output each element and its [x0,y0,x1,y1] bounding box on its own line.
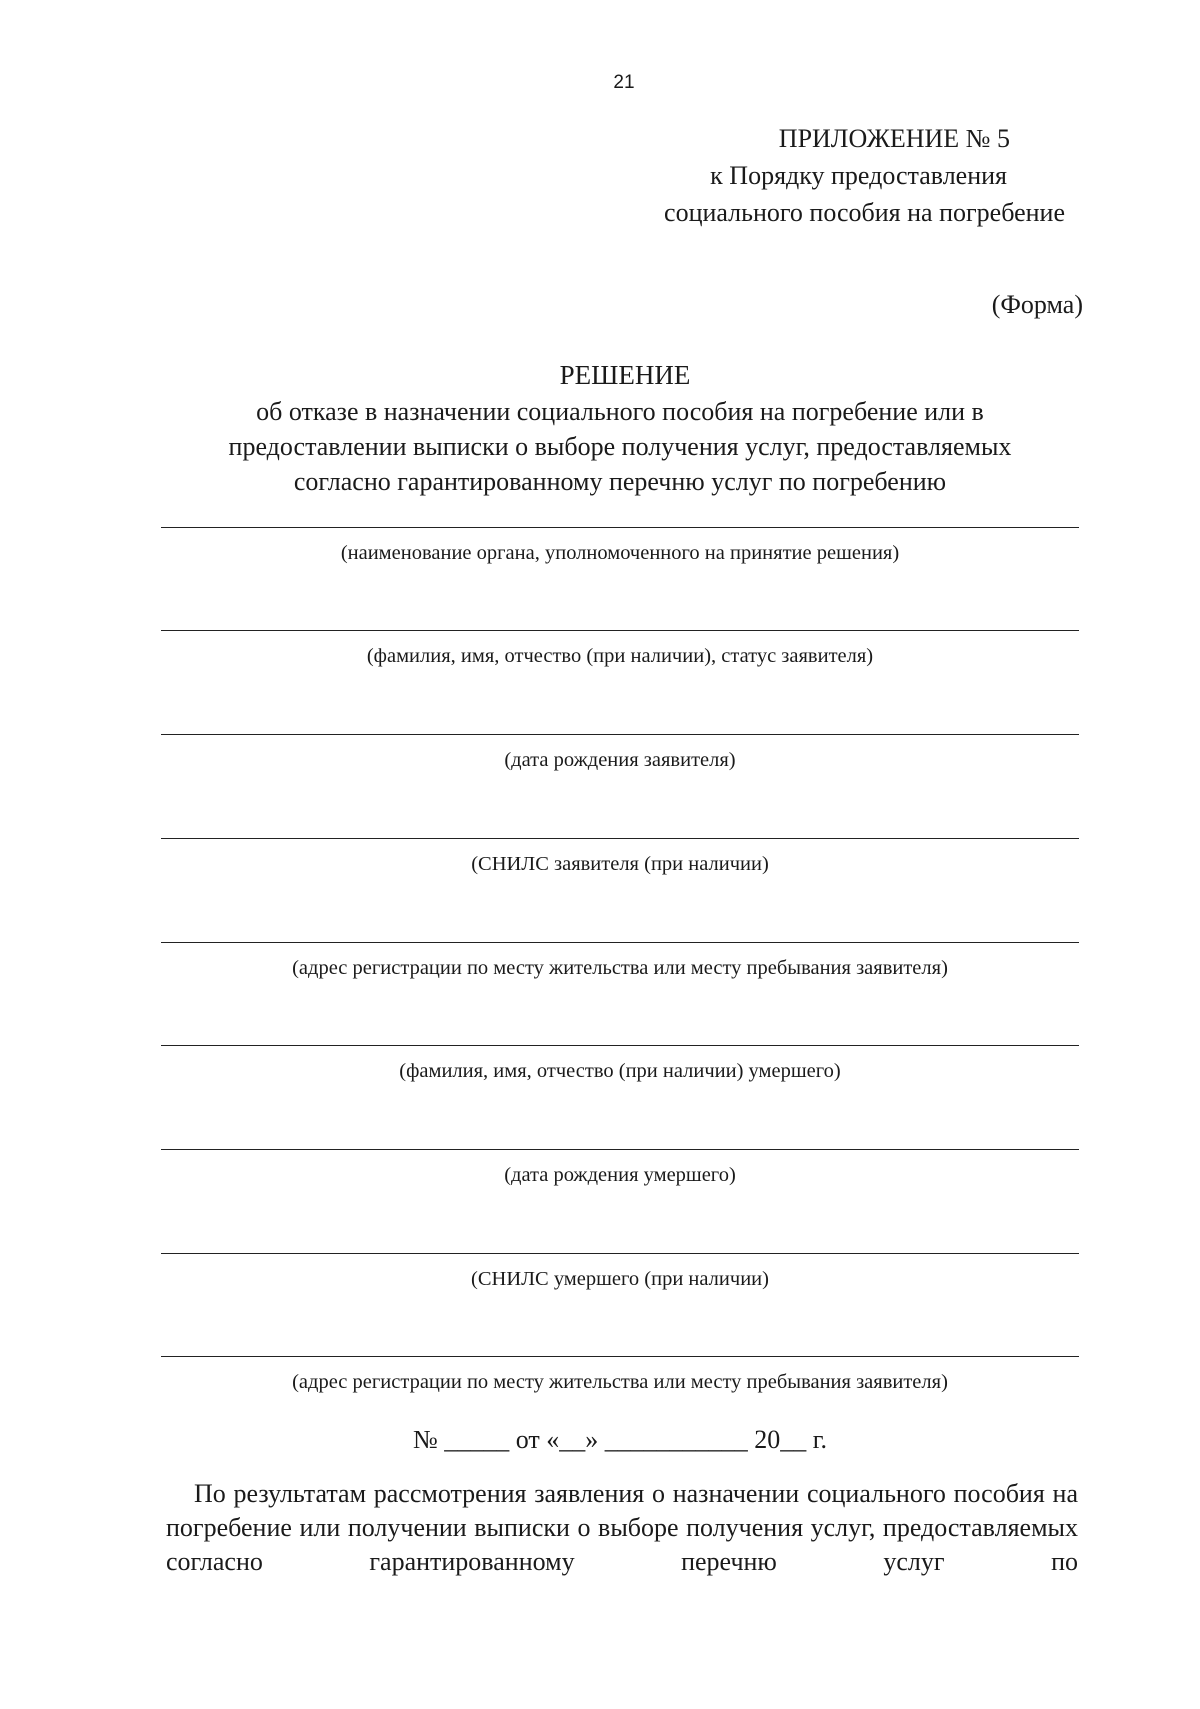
fill-in-line[interactable] [161,734,1079,735]
body-paragraph: По результатам рассмотрения заявления о назначении социального пособия на погребение или получении выписки о выборе получения услуг, предоставляемых согласно гарантированному перечню услуг по [166,1479,1078,1576]
appendix-header [585,120,1065,231]
field-deceased-name [161,1045,1079,1084]
field-address-last [161,1356,1079,1395]
fill-in-line[interactable] [161,1253,1079,1254]
fill-in-line[interactable] [161,630,1079,631]
document-subtitle-line: предоставлении выписки о выборе получения услуг, предоставляемых [228,432,1012,461]
document-subtitle [160,394,1080,499]
field-caption: (дата рождения умершего) [504,1164,736,1186]
appendix-title: ПРИЛОЖЕНИЕ № 5 [778,124,1010,153]
field-deceased-snils [161,1253,1079,1292]
field-caption: (дата рождения заявителя) [504,749,736,771]
field-applicant-address [161,942,1079,981]
form-label: (Форма) [991,290,1083,319]
field-caption: (СНИЛС заявителя (при наличии) [471,853,769,875]
field-caption: (адрес регистрации по месту жительства или месту пребывания заявителя) [292,957,948,979]
document-subtitle-line: об отказе в назначении социального пособия на погребение или в [256,397,984,426]
field-caption: (фамилия, имя, отчество (при наличии) умершего) [399,1060,841,1082]
document-subtitle-line: согласно гарантированному перечню услуг по погребению [293,467,947,496]
field-caption: (адрес регистрации по месту жительства или месту пребывания заявителя) [292,1371,948,1393]
field-deceased-birth-date [161,1149,1079,1188]
appendix-reference-line-1: к Порядку предоставления [710,161,1007,190]
fill-in-line[interactable] [161,1045,1079,1046]
field-applicant-birth-date [161,734,1079,773]
appendix-reference-line-2: социального пособия на погребение [664,198,1065,227]
page-number: 21 [613,72,635,93]
fill-in-line[interactable] [161,1149,1079,1150]
document-title: РЕШЕНИЕ [559,360,691,390]
fill-in-line[interactable] [161,1356,1079,1357]
field-caption: (СНИЛС умершего (при наличии) [471,1268,769,1290]
fill-in-line[interactable] [161,527,1079,528]
field-caption: (наименование органа, уполномоченного на принятие решения) [340,542,900,564]
fill-in-line[interactable] [161,838,1079,839]
field-applicant-name-status [161,630,1079,669]
fill-in-line[interactable] [161,942,1079,943]
field-caption: (фамилия, имя, отчество (при наличии), статус заявителя) [366,645,874,667]
field-applicant-snils [161,838,1079,877]
decision-number-date: № _____ от «__» ___________ 20__ г. [412,1425,828,1454]
field-authority-name [161,527,1079,566]
